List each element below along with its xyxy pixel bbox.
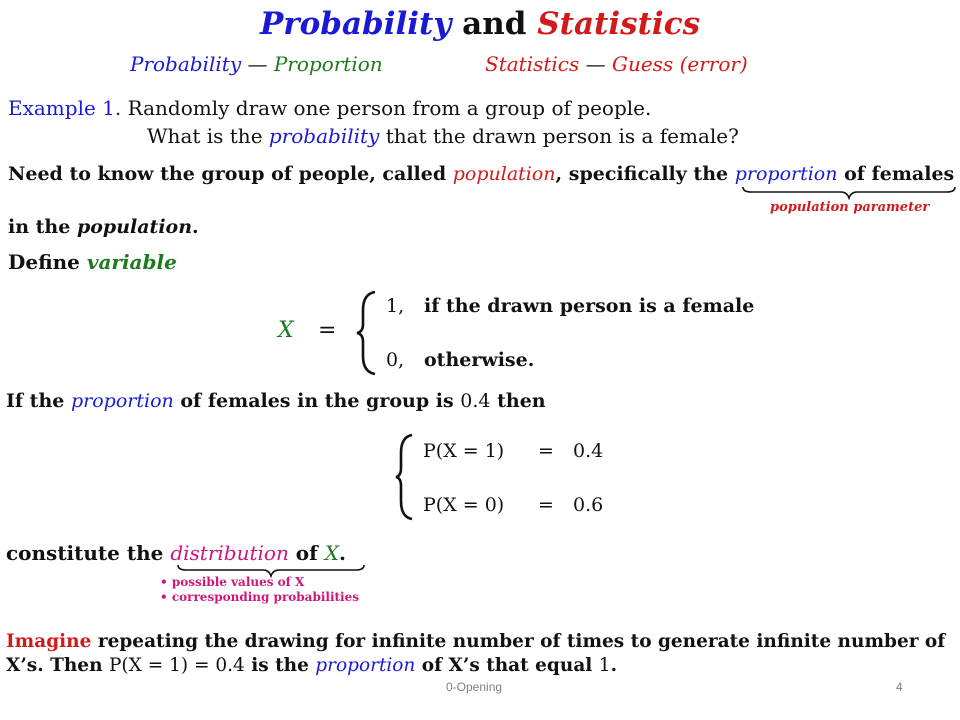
if-line (6, 390, 546, 412)
imagine-word: Imagine (6, 631, 92, 652)
need-text-c: of females (837, 163, 955, 185)
if-text-a: If the (6, 390, 71, 412)
subtitle-proportion: Proportion (273, 52, 383, 76)
example-line-2 (147, 124, 739, 148)
need-line2-population: population (76, 216, 193, 238)
footer-page-number: 4 (896, 680, 903, 694)
imagine-text-1: repeating the drawing for infinite number of times to generate infinite number of (91, 631, 946, 652)
dist-row2-lhs: P(X = 0) (423, 494, 505, 516)
dist-row1-lhs: P(X = 1) (423, 440, 505, 462)
distribution-bullet-1: • possible values of X (160, 575, 305, 589)
imagine-line-2 (6, 655, 617, 676)
constitute-text: constitute the (6, 541, 171, 565)
subtitle-right (485, 52, 748, 76)
example-text-2b: that the drawn person is a female? (379, 124, 739, 148)
need-population: population (452, 163, 556, 185)
need-text-b: , specifically the (555, 163, 735, 185)
subtitle-sep-right: — (579, 52, 612, 76)
example-text-1: Randomly draw one person from a group of people. (121, 96, 652, 120)
need-text-a: Need to know the group of people, called (8, 163, 453, 185)
if-proportion: proportion (70, 390, 174, 412)
imagine-proportion: proportion (315, 655, 416, 676)
title-statistics: Statistics (537, 6, 701, 42)
dist-row1-eq: = (538, 440, 554, 462)
case-2-value: 0, (386, 349, 405, 371)
constitute-distribution: distribution (170, 541, 289, 565)
imagine-text-2c: of X’s that equal (415, 655, 599, 676)
need-line2-b: . (192, 216, 199, 238)
case-1-value: 1, (386, 295, 405, 317)
dist-row2-val: 0.6 (573, 494, 604, 516)
population-parameter-label: population parameter (770, 200, 930, 215)
subtitle-statistics: Statistics (485, 52, 580, 76)
case-1-text: if the drawn person is a female (424, 295, 755, 317)
example-line-1 (8, 96, 651, 120)
title-probability: Probability (259, 6, 452, 42)
variable-x: X (278, 318, 294, 343)
need-line-2 (8, 216, 199, 238)
underbrace-population-parameter (741, 186, 957, 200)
left-brace-distribution (394, 433, 416, 521)
title-and: and (451, 6, 538, 42)
imagine-one: 1 (598, 655, 611, 676)
constitute-dot: . (338, 541, 346, 565)
subtitle-guess: Guess (error) (611, 52, 748, 76)
page-title (0, 6, 960, 42)
variable-equals: = (318, 318, 337, 343)
distribution-bullet-2: • corresponding probabilities (160, 590, 359, 604)
constitute-of: of (288, 541, 325, 565)
left-brace-variable (355, 290, 379, 376)
define-text: Define (8, 250, 87, 274)
if-text-c: then (490, 390, 546, 412)
footer-section-label: 0-Opening (446, 680, 503, 694)
if-value: 0.4 (460, 390, 491, 412)
example-probability: probability (268, 124, 380, 148)
dist-row1-val: 0.4 (573, 440, 604, 462)
dist-row2-eq: = (538, 494, 554, 516)
subtitle-probability: Probability (130, 52, 242, 76)
need-line-1 (8, 163, 954, 185)
case-2-text: otherwise. (424, 349, 535, 371)
need-proportion: proportion (734, 163, 838, 185)
constitute-x: X (324, 541, 339, 565)
if-text-b: of females in the group is (173, 390, 461, 412)
need-line2-a: in the (8, 216, 77, 238)
imagine-text-2b: is the (244, 655, 316, 676)
subtitle-sep-left: — (241, 52, 274, 76)
constitute-line (6, 541, 346, 565)
define-line (8, 250, 177, 274)
define-variable: variable (86, 250, 177, 274)
example-text-2a: What is the (147, 124, 269, 148)
imagine-text-2a: X’s. Then (6, 655, 109, 676)
imagine-line-1 (6, 631, 945, 652)
imagine-equation: P(X = 1) = 0.4 (108, 655, 245, 676)
subtitle-left (130, 52, 383, 76)
example-label: Example 1. (8, 96, 122, 120)
imagine-dot: . (610, 655, 618, 676)
